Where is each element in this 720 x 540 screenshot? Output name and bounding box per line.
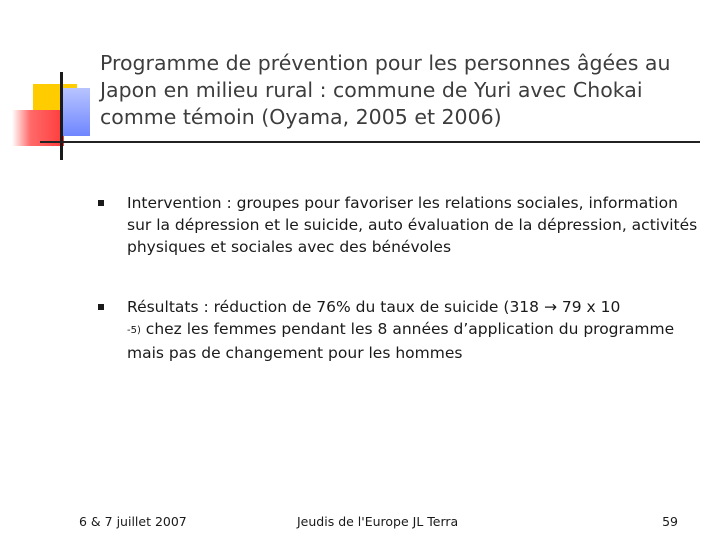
square-bullet-icon	[98, 304, 104, 310]
footer-center-text: Jeudis de l'Europe JL Terra	[297, 514, 459, 529]
footer-date: 6 & 7 juillet 2007	[79, 514, 187, 529]
decorative-blue-bar	[62, 88, 90, 136]
page-number: 59	[662, 514, 678, 529]
bullet-item-results	[96, 296, 700, 364]
bullet-text-middle: 79 x 10	[556, 298, 621, 316]
bullet-text-after: chez les femmes pendant les 8 années d’application du programme mais pas de changement pour les hommes	[127, 320, 675, 362]
bullet-list	[96, 192, 700, 364]
decorative-vertical-line	[60, 72, 63, 160]
right-arrow-icon: →	[543, 298, 557, 316]
bullet-text: Intervention : groupes pour favoriser les relations sociales, information sur la dépression et le suicide, auto évaluation de la dépression, activités physiques et sociales avec des bénévoles	[127, 194, 698, 256]
bullet-item-intervention	[96, 192, 700, 258]
bullet-text-before: Résultats : réduction de 76% du taux de suicide (318	[127, 298, 544, 316]
exponent-label: -5)	[127, 325, 141, 336]
slide-title: Programme de prévention pour les personnes âgées au Japon en milieu rural : commune de Yuri avec Chokai comme témoin (Oyama, 2005 et 2006)	[100, 51, 671, 129]
square-bullet-icon	[98, 200, 104, 206]
title-underline	[40, 141, 700, 143]
